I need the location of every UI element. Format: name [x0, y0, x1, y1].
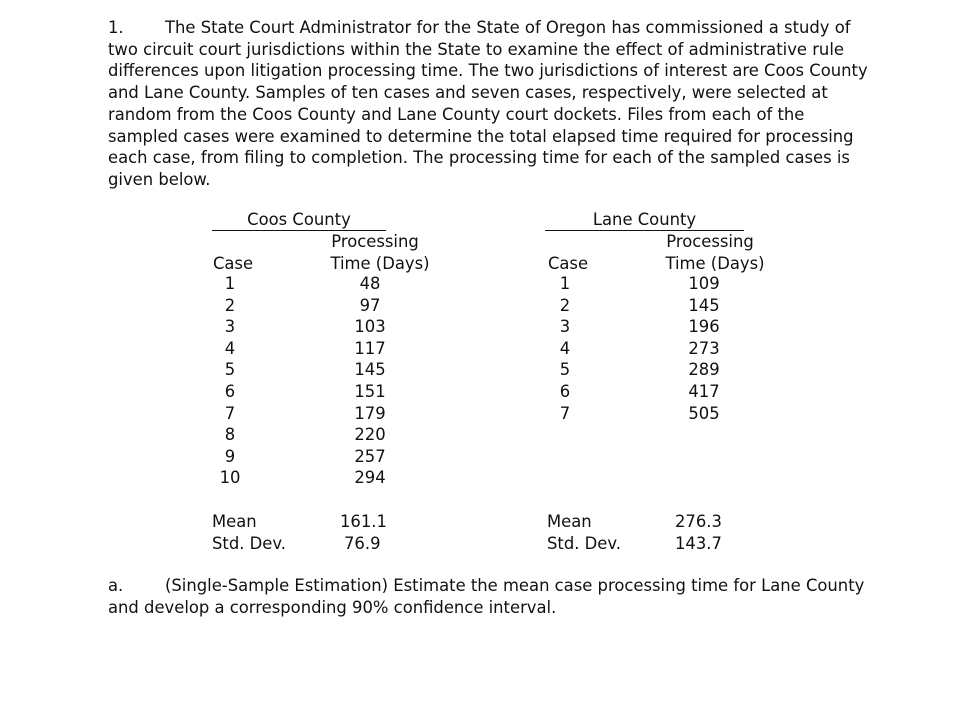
lane-mean-value: 276.3 — [675, 512, 722, 531]
lane-case-cell: 7 — [559, 403, 571, 423]
part-a-question — [108, 575, 868, 618]
question-number: 1. — [108, 18, 124, 37]
coos-time-cell: 220 — [354, 425, 386, 445]
coos-sd-value: 76.9 — [344, 534, 381, 553]
lane-time-cell: 289 — [688, 360, 720, 380]
coos-case-cell: 10 — [219, 468, 241, 488]
part-a-label: a. — [108, 576, 124, 595]
lane-case-cell: 6 — [559, 381, 571, 401]
lane-case-cell: 4 — [559, 338, 571, 358]
coos-county-title: Coos County — [212, 209, 386, 231]
coos-case-cell: 9 — [224, 446, 236, 466]
lane-time-cell: 505 — [688, 403, 720, 423]
coos-time-header-1: Processing — [331, 232, 419, 251]
coos-time-cell: 145 — [354, 360, 386, 380]
coos-case-cell: 4 — [224, 338, 236, 358]
coos-time-cell: 257 — [354, 446, 386, 466]
lane-time-column — [669, 273, 739, 424]
coos-time-cell: 103 — [354, 317, 386, 337]
lane-time-header-1: Processing — [666, 232, 754, 251]
coos-sd-label: Std. Dev. — [212, 534, 286, 553]
lane-time-cell: 145 — [688, 295, 720, 315]
lane-time-cell: 196 — [688, 317, 720, 337]
coos-time-cell: 117 — [354, 338, 386, 358]
coos-case-cell: 7 — [224, 403, 236, 423]
question-text: The State Court Administrator for the State of Oregon has commissioned a study of two circuit court jurisdictions within the State to examine the effect of administrative rule differences upon litigation processing time. The two jurisdictions of interest are Coos County and Lane County. Samples of ten cases and seven cases, respectively, were selected at random from the Coos County and Lane County court dockets. Files from each of the sampled cases were examined to determine the total elapsed time required for processing each case, from filing to completion. The processing time for each of the sampled cases is given below. — [108, 18, 868, 189]
lane-county-table — [545, 209, 795, 553]
lane-case-cell: 2 — [559, 295, 571, 315]
lane-mean-label: Mean — [547, 512, 592, 531]
coos-county-table — [210, 209, 450, 553]
coos-case-cell: 8 — [224, 425, 236, 445]
lane-time-header-2: Time (Days) — [665, 254, 765, 273]
coos-case-header: Case — [212, 254, 254, 273]
lane-sd-label: Std. Dev. — [547, 534, 621, 553]
lane-case-cell: 5 — [559, 360, 571, 380]
coos-case-column — [210, 273, 250, 489]
part-a-text: (Single-Sample Estimation) Estimate the mean case processing time for Lane County and develop a corresponding 90% confidence interval. — [108, 576, 865, 617]
coos-case-cell: 5 — [224, 360, 236, 380]
lane-county-title: Lane County — [545, 209, 744, 231]
coos-time-cell: 48 — [359, 274, 381, 293]
lane-time-cell: 273 — [688, 338, 720, 358]
lane-case-cell: 1 — [559, 274, 571, 293]
coos-time-cell: 97 — [359, 295, 381, 315]
coos-mean-label: Mean — [212, 512, 257, 531]
coos-time-cell: 151 — [354, 381, 386, 401]
coos-time-cell: 179 — [354, 403, 386, 423]
lane-case-cell: 3 — [559, 317, 571, 337]
coos-time-header-2: Time (Days) — [330, 254, 430, 273]
lane-case-column — [545, 273, 585, 424]
coos-time-column — [335, 273, 405, 489]
lane-sd-value: 143.7 — [675, 534, 722, 553]
coos-case-cell: 3 — [224, 317, 236, 337]
problem-statement — [108, 17, 868, 191]
lane-time-cell: 417 — [688, 381, 720, 401]
lane-case-header: Case — [547, 254, 589, 273]
coos-case-cell: 1 — [224, 274, 236, 293]
coos-case-cell: 2 — [224, 295, 236, 315]
coos-time-cell: 294 — [354, 468, 386, 488]
lane-time-cell: 109 — [688, 274, 720, 293]
coos-case-cell: 6 — [224, 381, 236, 401]
coos-mean-value: 161.1 — [340, 512, 387, 531]
